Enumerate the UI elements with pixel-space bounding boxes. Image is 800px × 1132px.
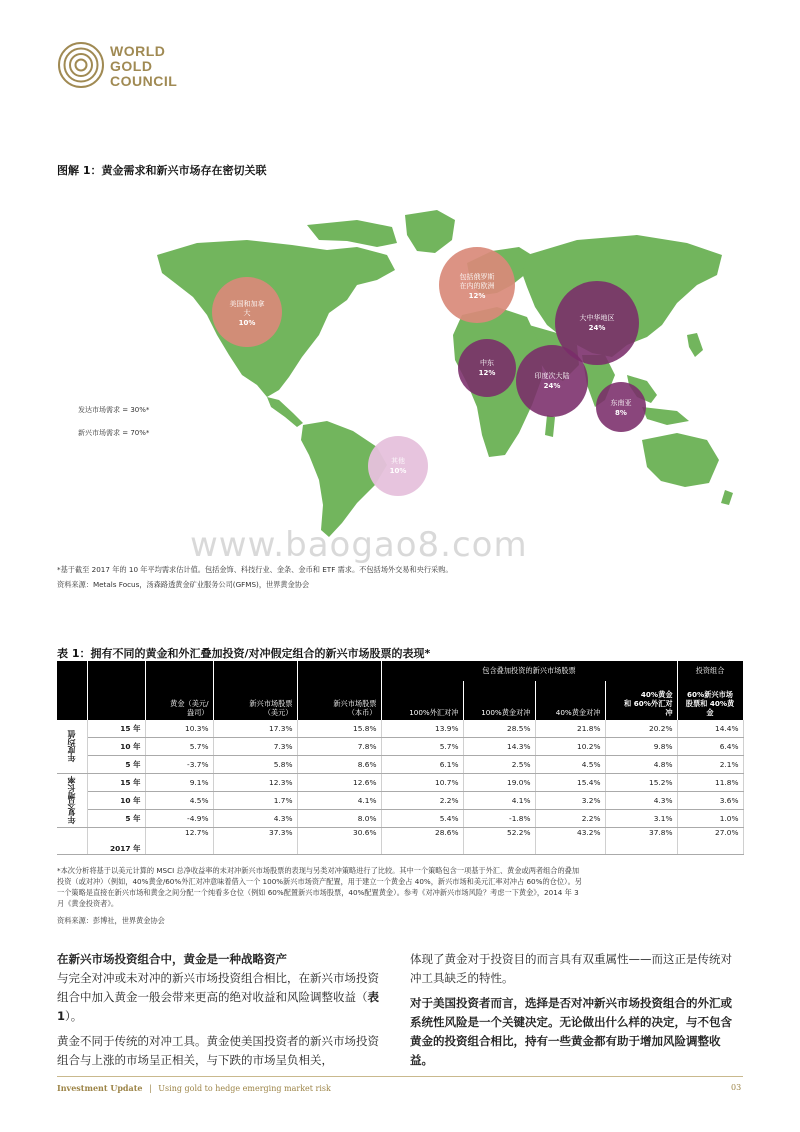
legend-developed: 发达市场需求 = 30%* <box>78 406 150 414</box>
table-cell: 19.0% <box>463 774 535 792</box>
table-cell: 12.7% <box>145 828 213 855</box>
bubble-label-southeast-asia: 东南亚 8% <box>610 399 632 417</box>
table-cell: 37.8% <box>605 828 677 855</box>
table-row <box>57 810 743 828</box>
table-row <box>57 774 743 792</box>
table-cell: 10.2% <box>535 738 605 756</box>
table-cell: 5.7% <box>381 738 463 756</box>
logo-word-3: COUNCIL <box>110 73 178 89</box>
header-blank <box>57 661 87 681</box>
header-blank <box>213 661 297 681</box>
continents <box>157 210 733 537</box>
row-period: 10 年 <box>87 792 145 810</box>
table-cell: 7.8% <box>297 738 381 756</box>
header-blank <box>57 681 87 720</box>
figure-source: 资料来源：Metals Focus，汤森路透黄金矿业服务公司(GFMS)，世界黄金协会 <box>57 580 310 589</box>
table-cell: 11.8% <box>677 774 743 792</box>
row-period: 2017 年 <box>87 828 145 855</box>
table-cell: 1.7% <box>213 792 297 810</box>
table-cell: 52.2% <box>463 828 535 855</box>
table-cell: 2.2% <box>535 810 605 828</box>
table-cell: 1.0% <box>677 810 743 828</box>
column-header: 100%外汇对冲 <box>381 681 463 720</box>
bubble-label-india: 印度次大陆 24% <box>534 372 570 390</box>
paragraph: 黄金不同于传统的对冲工具。黄金使美国投资者的新兴市场投资组合与上涨的市场呈正相关，与下跌的市场呈负相关， <box>57 1034 379 1067</box>
table-cell: 2.5% <box>463 756 535 774</box>
column-header: 40%黄金 和 60%外汇对 冲 <box>605 681 677 720</box>
table-row <box>57 756 743 774</box>
row-group-label <box>57 828 87 855</box>
column-header: 新兴市场股票 （美元） <box>213 681 297 720</box>
table-cell: 12.6% <box>297 774 381 792</box>
table-cell: 8.6% <box>297 756 381 774</box>
table-cell: 9.8% <box>605 738 677 756</box>
row-period: 15 年 <box>87 774 145 792</box>
footer-divider <box>57 1076 743 1077</box>
header-blank <box>87 681 145 720</box>
section-heading: 在新兴市场投资组合中，黄金是一种战略资产 <box>57 952 287 966</box>
table-cell: 12.3% <box>213 774 297 792</box>
body-left-column <box>57 950 387 1076</box>
table-cell: 30.6% <box>297 828 381 855</box>
row-period: 5 年 <box>87 810 145 828</box>
table-cell: 5.4% <box>381 810 463 828</box>
table-cell: 4.3% <box>605 792 677 810</box>
table-cell: 21.8% <box>535 720 605 738</box>
table-cell: 5.7% <box>145 738 213 756</box>
table-cell: 7.3% <box>213 738 297 756</box>
bubble-label-greater-china: 大中华地区 24% <box>579 314 615 332</box>
table-cell: 27.0% <box>677 828 743 855</box>
table-row <box>57 828 743 855</box>
table-cell: 8.0% <box>297 810 381 828</box>
row-period: 5 年 <box>87 756 145 774</box>
table-cell: 4.1% <box>463 792 535 810</box>
table-cell: 43.2% <box>535 828 605 855</box>
table-row <box>57 720 743 738</box>
table-cell: 28.5% <box>463 720 535 738</box>
group-header-overlay: 包含叠加投资的新兴市场股票 <box>381 661 677 681</box>
row-group-label: 年复合增长率 <box>57 774 87 828</box>
table-title: 表 1：拥有不同的黄金和外汇叠加投资/对冲假定组合的新兴市场股票的表现* <box>57 647 431 660</box>
table-note-line: *本次分析将基于以美元计算的 MSCI 总净收益率的未对冲新兴市场股票的表现与另类对冲策略进行了比较。其中一个策略包含一项基于外汇、黄金或两者组合的叠加 <box>57 866 580 875</box>
table-row <box>57 792 743 810</box>
performance-table <box>57 661 743 855</box>
table-cell: 15.4% <box>535 774 605 792</box>
world-gold-council-logo <box>56 40 196 96</box>
table-cell: 4.3% <box>213 810 297 828</box>
table-cell: -1.8% <box>463 810 535 828</box>
footer-title: Investment Update | Using gold to hedge emerging market risk <box>57 1083 331 1093</box>
watermark: www.baogao8.com <box>190 525 528 565</box>
table-cell: 2.2% <box>381 792 463 810</box>
table-cell: 14.4% <box>677 720 743 738</box>
body-right-column <box>410 950 743 1076</box>
table-cell: 10.7% <box>381 774 463 792</box>
bubble-label-europe: 包括俄罗斯在内的欧洲 12% <box>459 273 495 300</box>
table-cell: 28.6% <box>381 828 463 855</box>
column-header: 黄金（美元/ 盎司） <box>145 681 213 720</box>
table-cell: 14.3% <box>463 738 535 756</box>
table-source: 资料来源：彭博社，世界黄金协会 <box>57 916 165 925</box>
table-note-line: 投资（或对冲）（例如，40%黄金/60%外汇对冲意味着借入一个 100%新兴市场资产配置，用于建立一个黄金占 40%，新兴市场和美元汇率对冲占 60%的仓位）。另 <box>57 877 582 886</box>
bubble-southeast-asia <box>596 382 646 432</box>
paragraph: 体现了黄金对于投资目的而言具有双重属性——而这正是传统对冲工具缺乏的特性。 <box>410 952 732 985</box>
table-cell: 9.1% <box>145 774 213 792</box>
table-cell: 13.9% <box>381 720 463 738</box>
figure-title: 图解 1：黄金需求和新兴市场存在密切关联 <box>57 164 267 177</box>
bubble-middle-east <box>458 339 516 397</box>
header-blank <box>297 661 381 681</box>
table-note-line: 一个策略是直接在新兴市场和黄金之间分配一个纯看多仓位（例如 60%配置新兴市场股票，40%配置黄金）。参考《对冲新兴市场风险？考虑一下黄金》，2014 年 3 <box>57 888 579 897</box>
table-cell: -3.7% <box>145 756 213 774</box>
table-cell: 15.8% <box>297 720 381 738</box>
figure-note: *基于截至 2017 年的 10 年平均需求估计值。包括金饰、科技行业、金条、金币和 ETF 需求。不包括场外交易和央行采购。 <box>57 565 453 574</box>
table-cell: 2.1% <box>677 756 743 774</box>
world-map <box>57 185 747 545</box>
column-header: 100%黄金对冲 <box>463 681 535 720</box>
table-cell: 4.1% <box>297 792 381 810</box>
table-cell: 3.1% <box>605 810 677 828</box>
table-row <box>57 738 743 756</box>
bubble-label-middle-east: 中东 12% <box>478 359 496 377</box>
header-blank <box>87 661 145 681</box>
paragraph: 与完全对冲或未对冲的新兴市场投资组合相比，在新兴市场投资组合中加入黄金一般会带来更高的绝对收益和风险调整收益（表 1）。 <box>57 971 379 1023</box>
bubble-india <box>516 345 588 417</box>
column-header: 40%黄金对冲 <box>535 681 605 720</box>
legend-emerging: 新兴市场需求 = 70%* <box>78 429 150 437</box>
group-header-portfolio: 投资组合 <box>677 661 743 681</box>
page-number: 03 <box>731 1083 742 1092</box>
table-cell: -4.9% <box>145 810 213 828</box>
table-cell: 10.3% <box>145 720 213 738</box>
column-header: 60%新兴市场 股票和 40%黄 金 <box>677 681 743 720</box>
bubble-label-usa-canada: 美国和加拿大 10% <box>229 300 265 327</box>
bubble-label-other: 其他 10% <box>389 457 407 475</box>
table-cell: 20.2% <box>605 720 677 738</box>
logo-rings-icon <box>56 40 106 90</box>
table-cell: 6.4% <box>677 738 743 756</box>
row-period: 15 年 <box>87 720 145 738</box>
table-note-line: 月《黄金投资者》。 <box>57 899 119 908</box>
table-cell: 4.8% <box>605 756 677 774</box>
bubble-other <box>368 436 428 496</box>
table-cell: 4.5% <box>145 792 213 810</box>
table-cell: 15.2% <box>605 774 677 792</box>
table-cell: 3.6% <box>677 792 743 810</box>
table-cell: 17.3% <box>213 720 297 738</box>
row-period: 10 年 <box>87 738 145 756</box>
table-cell: 6.1% <box>381 756 463 774</box>
logo-word-2: GOLD <box>110 58 153 74</box>
header-blank <box>145 661 213 681</box>
table-cell: 5.8% <box>213 756 297 774</box>
table-cell: 3.2% <box>535 792 605 810</box>
table-cell: 37.3% <box>213 828 297 855</box>
table-note <box>57 865 747 909</box>
logo-word-1: WORLD <box>110 43 166 59</box>
paragraph-bold: 对于美国投资者而言，选择是否对冲新兴市场投资组合的外汇或系统性风险是一个关键决定。无论做出什么样的决定，与不包含黄金的投资组合相比，持有一些黄金都有助于增加风险调整收益。 <box>410 996 732 1067</box>
row-group-label: 年度均值 <box>57 720 87 774</box>
table-cell: 4.5% <box>535 756 605 774</box>
column-header: 新兴市场股票 （本币） <box>297 681 381 720</box>
